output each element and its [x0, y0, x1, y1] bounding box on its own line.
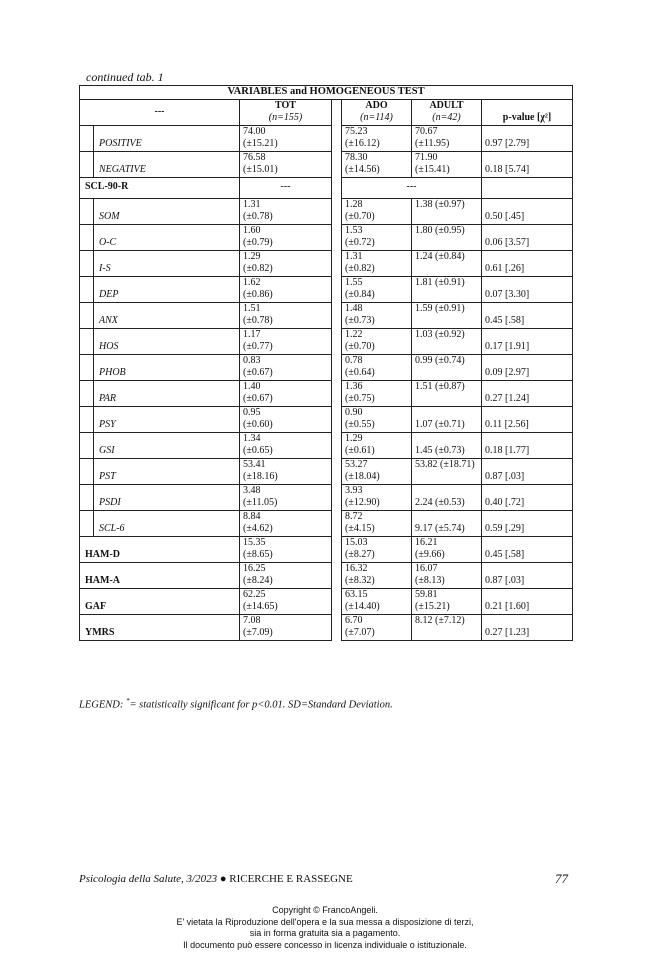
adult-cell: 8.12 (±7.12)	[412, 614, 482, 640]
header-tot: TOT (n=155)	[240, 99, 332, 125]
pvalue-cell: 0.06 [3.57]	[482, 224, 573, 250]
tot-cell: 3.48 (±11.05)	[240, 484, 332, 510]
tot-cell: 1.31 (±0.78)	[240, 198, 332, 224]
ado-cell: 1.28 (±0.70)	[342, 198, 412, 224]
table-title: VARIABLES and HOMOGENEOUS TEST	[80, 86, 573, 100]
ado-cell: 6.70 (±7.07)	[342, 614, 412, 640]
tot-cell: 1.29 (±0.82)	[240, 250, 332, 276]
pvalue-cell: 0.07 [3.30]	[482, 276, 573, 302]
row-label: PSY	[94, 406, 240, 432]
tot-cell: 74.00 (±15.21)	[240, 125, 332, 151]
row-label: PHOB	[94, 354, 240, 380]
tot-cell: 8.84 (±4.62)	[240, 510, 332, 536]
row-label: GSI	[94, 432, 240, 458]
adult-cell: 70.67 (±11.95)	[412, 125, 482, 151]
table-row	[80, 614, 573, 640]
row-label: PSDI	[94, 484, 240, 510]
adult-cell: 1.80 (±0.95)	[412, 224, 482, 250]
table-row	[80, 198, 573, 224]
ado-cell: 0.90 (±0.55)	[342, 406, 412, 432]
table-row	[80, 276, 573, 302]
pvalue-cell: 0.18 [1.77]	[482, 432, 573, 458]
pvalue-cell: 0.17 [1.91]	[482, 328, 573, 354]
ado-cell: 1.31 (±0.82)	[342, 250, 412, 276]
pvalue-cell: 0.40 [.72]	[482, 484, 573, 510]
tot-cell: 62.25 (±14.65)	[240, 588, 332, 614]
row-label: ANX	[94, 302, 240, 328]
pvalue-cell: 0.59 [.29]	[482, 510, 573, 536]
tot-cell: 0.95 (±0.60)	[240, 406, 332, 432]
table-row	[80, 458, 573, 484]
group-label: SCL-90-R	[80, 177, 240, 198]
row-label: PAR	[94, 380, 240, 406]
pvalue-cell: 0.11 [2.56]	[482, 406, 573, 432]
row-label: NEGATIVE	[94, 151, 240, 177]
tot-cell: 1.62 (±0.86)	[240, 276, 332, 302]
table-row	[80, 250, 573, 276]
row-label: HOS	[94, 328, 240, 354]
ado-cell: 1.22 (±0.70)	[342, 328, 412, 354]
row-label: HAM-D	[80, 536, 240, 562]
pvalue-cell: 0.45 [.58]	[482, 302, 573, 328]
adult-cell: 16.21 (±9.66)	[412, 536, 482, 562]
row-label: I-S	[94, 250, 240, 276]
tot-cell: 1.51 (±0.78)	[240, 302, 332, 328]
table-row	[80, 354, 573, 380]
ado-cell: 78.30 (±14.56)	[342, 151, 412, 177]
pvalue-cell: 0.97 [2.79]	[482, 125, 573, 151]
header-adult: ADULT (n=42)	[412, 99, 482, 125]
adult-cell: 0.99 (±0.74)	[412, 354, 482, 380]
copyright-notice: Copyright © FrancoAngeli. E' vietata la Riproduzione dell'opera e la sua messa a disposizione di terzi, sia in forma gratuita sia a pagamento. Il documento può essere concesso in licenza individuale o istituzionale.	[176, 905, 474, 950]
row-label: PST	[94, 458, 240, 484]
tot-cell: 53.41 (±18.16)	[240, 458, 332, 484]
adult-cell: 2.24 (±0.53)	[412, 484, 482, 510]
adult-cell: 9.17 (±5.74)	[412, 510, 482, 536]
row-label: HAM-A	[80, 562, 240, 588]
table-row	[80, 562, 573, 588]
adult-cell: 1.45 (±0.73)	[412, 432, 482, 458]
adult-cell: 1.24 (±0.84)	[412, 250, 482, 276]
table-legend: LEGEND: *= statistically significant for p<0.01. SD=Standard Deviation.	[79, 697, 393, 711]
table-caption: continued tab. 1	[86, 70, 164, 84]
table-row	[80, 406, 573, 432]
adult-cell: 1.38 (±0.97)	[412, 198, 482, 224]
table-row	[80, 125, 573, 151]
ado-cell: 1.53 (±0.72)	[342, 224, 412, 250]
ado-cell: 3.93 (±12.90)	[342, 484, 412, 510]
table-row	[80, 432, 573, 458]
ado-cell: 8.72 (±4.15)	[342, 510, 412, 536]
ado-cell: 0.78 (±0.64)	[342, 354, 412, 380]
pvalue-cell: 0.09 [2.97]	[482, 354, 573, 380]
data-table	[79, 85, 573, 641]
table-row	[80, 484, 573, 510]
pvalue-cell: 0.50 [.45]	[482, 198, 573, 224]
pvalue-cell: 0.21 [1.60]	[482, 588, 573, 614]
row-label: DEP	[94, 276, 240, 302]
table-row-group	[80, 177, 573, 198]
tot-cell: 1.40 (±0.67)	[240, 380, 332, 406]
row-label: O-C	[94, 224, 240, 250]
ado-cell: 1.48 (±0.73)	[342, 302, 412, 328]
header-ado: ADO (n=114)	[342, 99, 412, 125]
header-pvalue: p-value [χ²]	[482, 99, 573, 125]
ado-cell: 1.55 (±0.84)	[342, 276, 412, 302]
table-row	[80, 302, 573, 328]
ado-cell: 63.15 (±14.40)	[342, 588, 412, 614]
adult-cell: 71.90 (±15.41)	[412, 151, 482, 177]
tot-cell: 1.34 (±0.65)	[240, 432, 332, 458]
pvalue-cell: 0.27 [1.24]	[482, 380, 573, 406]
table-header-row	[80, 99, 573, 125]
pvalue-cell: 0.45 [.58]	[482, 536, 573, 562]
row-label: GAF	[80, 588, 240, 614]
table-row	[80, 151, 573, 177]
pvalue-cell: 0.87 [.03]	[482, 562, 573, 588]
tot-cell: 0.83 (±0.67)	[240, 354, 332, 380]
adult-cell: 16.07 (±8.13)	[412, 562, 482, 588]
adult-cell: 1.51 (±0.87)	[412, 380, 482, 406]
pvalue-cell: 0.27 [1.23]	[482, 614, 573, 640]
header-corner: ---	[80, 99, 240, 125]
table-row	[80, 328, 573, 354]
row-label: POSITIVE	[94, 125, 240, 151]
ado-cell: 53.27 (±18.04)	[342, 458, 412, 484]
ado-cell: 15.03 (±8.27)	[342, 536, 412, 562]
adult-cell: 1.59 (±0.91)	[412, 302, 482, 328]
ado-cell: 1.29 (±0.61)	[342, 432, 412, 458]
tot-cell: 1.60 (±0.79)	[240, 224, 332, 250]
tot-cell: ---	[240, 177, 332, 198]
ado-cell: 16.32 (±8.32)	[342, 562, 412, 588]
row-label: YMRS	[80, 614, 240, 640]
table-row	[80, 380, 573, 406]
adult-cell: 59.81 (±15.21)	[412, 588, 482, 614]
tot-cell: 1.17 (±0.77)	[240, 328, 332, 354]
table-row	[80, 536, 573, 562]
row-label: SOM	[94, 198, 240, 224]
pvalue-cell: 0.61 [.26]	[482, 250, 573, 276]
row-label: SCL-6	[94, 510, 240, 536]
adult-cell: 53.82 (±18.71)	[412, 458, 482, 484]
running-footer: Psicologia della Salute, 3/2023 ● RICERCHE E RASSEGNE	[79, 873, 353, 885]
ado-cell: ---	[342, 177, 482, 198]
page-number: 77	[555, 871, 568, 886]
tot-cell: 16.25 (±8.24)	[240, 562, 332, 588]
table-row	[80, 224, 573, 250]
tot-cell: 15.35 (±8.65)	[240, 536, 332, 562]
ado-cell: 1.36 (±0.75)	[342, 380, 412, 406]
pvalue-cell: 0.87 [.03]	[482, 458, 573, 484]
adult-cell: 1.03 (±0.92)	[412, 328, 482, 354]
table-row	[80, 510, 573, 536]
ado-cell: 75.23 (±16.12)	[342, 125, 412, 151]
table-row	[80, 588, 573, 614]
pvalue-cell: 0.18 [5.74]	[482, 151, 573, 177]
adult-cell: 1.81 (±0.91)	[412, 276, 482, 302]
tot-cell: 7.08 (±7.09)	[240, 614, 332, 640]
tot-cell: 76.58 (±15.01)	[240, 151, 332, 177]
adult-cell: 1.07 (±0.71)	[412, 406, 482, 432]
